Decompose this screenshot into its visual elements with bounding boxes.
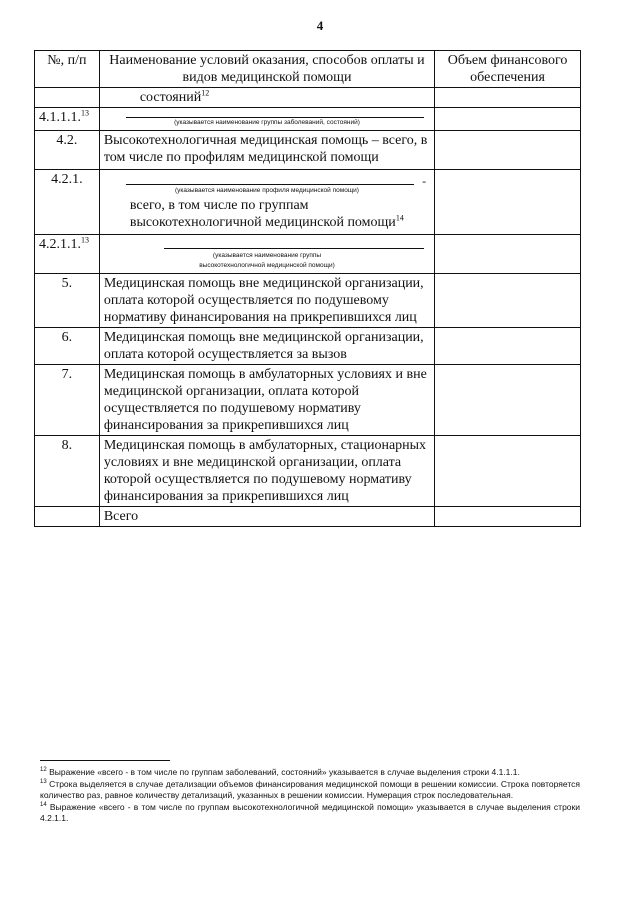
table-row xyxy=(35,436,581,507)
row-text: Медицинская помощь в амбулаторных, стационарных условиях и вне медицинской организации, оплата которой осуществляется по подушевому нормативу финансирования за прикрепившихся лиц xyxy=(99,436,434,507)
table-row xyxy=(35,131,581,170)
footnote-ref: 13 xyxy=(81,235,89,245)
header-volume: Объем финансового обеспечения xyxy=(435,51,581,88)
table-row xyxy=(35,108,581,131)
footnote-ref: 12 xyxy=(201,88,210,98)
row-num xyxy=(35,507,100,527)
blank-line xyxy=(126,176,414,185)
footnote-divider xyxy=(40,760,170,761)
blank-line xyxy=(164,240,424,249)
row-text: состояний$^{12}$ xyxy=(99,88,434,108)
row-text: Высокотехнологичная медицинская помощь – всего, в том числе по профилям медицинской помощи xyxy=(99,131,434,170)
footnote-list xyxy=(40,767,580,824)
footnote-number: 13 xyxy=(40,779,47,786)
footnote: $^{13}$ Строка выделяется в случае детализации объемов финансирования медицинской помощи в решении комиссии. Строка повторяется количество раз, равное количеству детализаций, указанных в решении комиссии. Нумерация строк последовательная. xyxy=(40,779,580,800)
row-volume xyxy=(435,170,581,235)
table-row xyxy=(35,170,581,235)
row-num: 8. xyxy=(35,436,100,507)
row-num: 4.1.1.1.13 xyxy=(35,108,100,131)
row-text xyxy=(99,108,434,131)
header-num: №, п/п xyxy=(35,51,100,88)
table-header-row xyxy=(35,51,581,88)
row-num xyxy=(35,88,100,108)
row-volume xyxy=(435,108,581,131)
row-text: Всего xyxy=(99,507,434,527)
table-row xyxy=(35,88,581,108)
row-num: 4.2.1.1.13 xyxy=(35,235,100,274)
row-num: 7. xyxy=(35,365,100,436)
blank-line xyxy=(126,109,424,118)
row-volume xyxy=(435,235,581,274)
row-text: Медицинская помощь вне медицинской организации, оплата которой осуществляется по подушевому нормативу финансирования на прикрепившихся лиц xyxy=(99,274,434,328)
row-num: 6. xyxy=(35,328,100,365)
row-subtext: всего, в том числе по группам высокотехнологичной медицинской помощи$^{14}$ xyxy=(129,198,404,230)
table-row xyxy=(35,365,581,436)
row-volume xyxy=(435,365,581,436)
row-text: Медицинская помощь в амбулаторных условиях и вне медицинской организации, оплата которой осуществляется по подушевому нормативу финансирования за прикрепившихся лиц xyxy=(99,365,434,436)
table-row-total xyxy=(35,507,581,527)
row-volume xyxy=(435,328,581,365)
table-row xyxy=(35,274,581,328)
row-text xyxy=(99,170,434,235)
header-name: Наименование условий оказания, способов оплаты и видов медицинской помощи xyxy=(99,51,434,88)
dash: - xyxy=(422,174,427,188)
row-text xyxy=(99,235,434,274)
footnote: $^{12}$ Выражение «всего - в том числе по группам заболеваний, состояний» указывается в случае выделения строки 4.1.1.1. xyxy=(40,767,520,777)
row-volume xyxy=(435,131,581,170)
footnote-ref: 13 xyxy=(81,108,89,118)
footnote-number: 12 xyxy=(40,767,47,774)
financing-table xyxy=(34,50,581,527)
blank-line-wrap xyxy=(104,176,430,186)
table-row xyxy=(35,235,581,274)
row-num: 4.2.1. xyxy=(35,170,100,235)
row-hint: (указывается наименование профиля медицинской помощи) xyxy=(174,187,359,194)
row-hint: (указывается наименование группы xyxy=(212,252,322,259)
row-volume xyxy=(435,88,581,108)
page-number: 4 xyxy=(316,18,324,33)
row-hint: (указывается наименование группы заболеваний, состояний) xyxy=(174,119,360,126)
footnote-ref: 14 xyxy=(395,213,404,223)
row-volume xyxy=(435,274,581,328)
row-num: 5. xyxy=(35,274,100,328)
row-num: 4.2. xyxy=(35,131,100,170)
table-row xyxy=(35,328,581,365)
footnotes xyxy=(40,760,580,825)
row-volume xyxy=(435,436,581,507)
footnote-number: 14 xyxy=(40,802,47,809)
row-volume xyxy=(435,507,581,527)
row-text: Медицинская помощь вне медицинской организации, оплата которой осуществляется за вызов xyxy=(99,328,434,365)
row-hint: высокотехнологичной медицинской помощи) xyxy=(199,262,335,269)
footnote: $^{14}$ Выражение «всего - в том числе по группам высокотехнологичной медицинской помощи» указывается в случае выделения строки 4.2.1.1. xyxy=(40,802,580,823)
